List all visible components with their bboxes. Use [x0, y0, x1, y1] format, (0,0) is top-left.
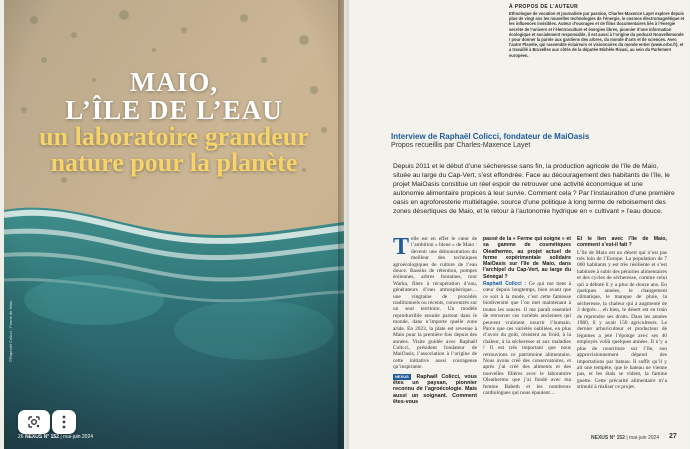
right-page-number: 27: [669, 433, 677, 440]
article-column-2: [483, 236, 571, 396]
column-3-body: L’île de Maio est un désert qui n’est pas très loin de l’Europe. La population de 7 000 habitants y est très résiliente et s’est habituée à subir des pénuries alimentaires et des cycles de sécheresse, comme celui qui a débuté il y a plus de douze ans. En quelques années, le changement climatique, le manque de pluie, la sécheresse, la chaleur qui a augmenté de 3 degrés… eh bien, le désert est en train de reprendre ses droits. Dans les années 1980, il y avait 150 agriculteurs. Le dernier arboriculteur et producteur de légumes a jeté l’éponge avec ses 40 employés voilà quelques années. Il n’y a plus de nourriture sur l’île, son approvisionnement dépend des importations par bateau. Il suffit qu’il y ait une tempête, que le bateau ne vienne pas, et les étals se vident, la famine guette. Cette précarité alimentaire m’a stimulé à réaliser ce projet.: [577, 249, 667, 391]
left-magazine-name: NEXUS N° 152: [24, 434, 59, 440]
left-page-number: 26: [18, 434, 24, 440]
more-options-button[interactable]: [52, 410, 76, 434]
article-column-1: [393, 236, 477, 406]
column-3-question: Et le lien avec l’île de Maio, comment s’est-il fait ?: [577, 236, 667, 249]
hero-subtitle-line-2: nature pour la planète: [50, 148, 298, 177]
right-issue-date: | mai-juin 2024: [626, 435, 660, 441]
column-2-question: passé de la « Ferme qui soigne » et sa gamme de cosmétiques Oleathermo, au projet actuel de ferme expérimentale solidaire MaiOasis sur l’île de Maio, dans l’archipel du Cap-Vert, au large du Sénégal ?: [483, 236, 571, 280]
article-column-3: [577, 236, 667, 391]
column-1-question: Raphaël Colicci, vous êtes un paysan, pionnier reconnu de l’agroécologie. Mais aussi un soignant. Comment êtes-vous: [393, 373, 477, 406]
right-page: [349, 0, 689, 449]
question-block: [393, 374, 477, 406]
column-2-body: Ce qui me tient à cœur depuis longtemps, bien avant que ce soit à la mode, c’est cette fameuse biodiversité que l’on met maintenant à toutes les sauces. Il me paraît essentiel de retrouver ces variétés anciennes qui peuvent vraiment nourrir l’humain. Parce que ces variétés oubliées, en plus d’avoir du goût, résistent au froid, à la chaleur, à la sécheresse et aux maladies ! Il est très important que nous retrouvions ce patrimoine alimentaire. Nous avons créé des conservatoires, et après j’ai créé des aliments et des nouvelles filières avec le laboratoire Oleathermo que j’ai fondé avec ma femme Babeth et les nombreux cardiologues qui nous épaulent…: [483, 281, 571, 396]
photo-credit: ©Raphaël Colicci - Ferme de Maio: [8, 300, 13, 362]
left-page-footer: [18, 434, 93, 440]
intro-paragraph: Depuis 2011 et le début d’une sécheresse sans fin, la production agricole de l’île de Maio, située au large du Cap-Vert, s’est effondrée. Face au découragement des habitants de l’île, le projet MaiOasis constitue un réel espoir de retrouver une activité économique et une autonomie alimentaire propices à leur survie. Comment cela ? Par l’instauration d’une première oasis en agroforesterie multiétagée, source d’une politique à long terme de reboisement des zones désertiques de Maio, et le retour à l’autonomie hydrique en « cultivant » l’eau douce.: [393, 163, 675, 215]
column-1-body: elle est en effet le cœur de l’ambition « bleue » de Maio : devenir une démonstration du meilleur des techniques agroécologiques de culture de l’eau douce. Bassins de rétention, pompes éoliennes, arbres fontaines, tour Warka, filets à récupération d’eau, générateurs d’eau atmosphérique… une vingtaine de procédés traditionnels ou récents, concentrés sur un seul territoire. Un modèle reproductible ensuite partout dans le monde, dans n’importe quelle zone aride. En 2023, la plate est revenue à Maio pour la première fois depuis des années. Visite guidée avec Raphaël Colicci, président fondateur de MaiOasis, l’association à l’origine de cette initiative aussi courageuse qu’inspirante.: [393, 236, 477, 371]
drop-cap: T: [393, 234, 410, 260]
left-issue-date: | mai-juin 2024: [60, 434, 94, 440]
left-page: [4, 0, 344, 449]
google-lens-button[interactable]: [18, 410, 50, 434]
hero-title-line-2: L’ÎLE DE L’EAU: [65, 95, 283, 125]
author-box: [509, 4, 685, 58]
hero-title-line-1: MAIO,: [129, 67, 219, 97]
interview-byline: Propos recueillis par Charles-Maxence Layet: [391, 142, 531, 149]
right-page-footer: [591, 435, 659, 441]
right-magazine-name: NEXUS N° 152: [591, 435, 625, 441]
google-lens-icon: [27, 415, 41, 429]
more-vertical-icon: [62, 415, 66, 429]
author-heading: À PROPOS DE L’AUTEUR: [509, 4, 579, 10]
interview-title: Interview de Raphaël Colicci, fondateur de MaiOasis: [391, 132, 590, 141]
left-page-text: [4, 0, 344, 449]
hero-subtitle-line-1: un laboratoire grandeur: [39, 122, 309, 151]
speaker-label: Raphaël Colicci :: [483, 281, 527, 288]
author-bio: Ethnologue de vocation et journaliste par passion, Charles-Maxence Layet explore depuis plus de vingt ans les nouvelles technologies de l’énergie, le cosmos électromagnétique et les influences invisibles. Auteur d’ouvrages et de films documentaires liés à l’énergie secrète de l’univers et l’électroculture et énergies libres, pionnier d’une information écologique et socialement responsable, il est aussi à l’origine du podcast Nouvellemonde ! pour donner la parole aux gardiens des arbres, du monde d’arts et de sciences. Avec l’autre Planète, qui rassemble éclaireurs et visionnaires du monde entier (www.orbs.fr), et a travaillé à Bruxelles aux côtés de la députée Michèle Rivasi, au sein du Parlement européen.: [509, 11, 685, 58]
nexus-tag: NEXUS: [395, 373, 409, 379]
